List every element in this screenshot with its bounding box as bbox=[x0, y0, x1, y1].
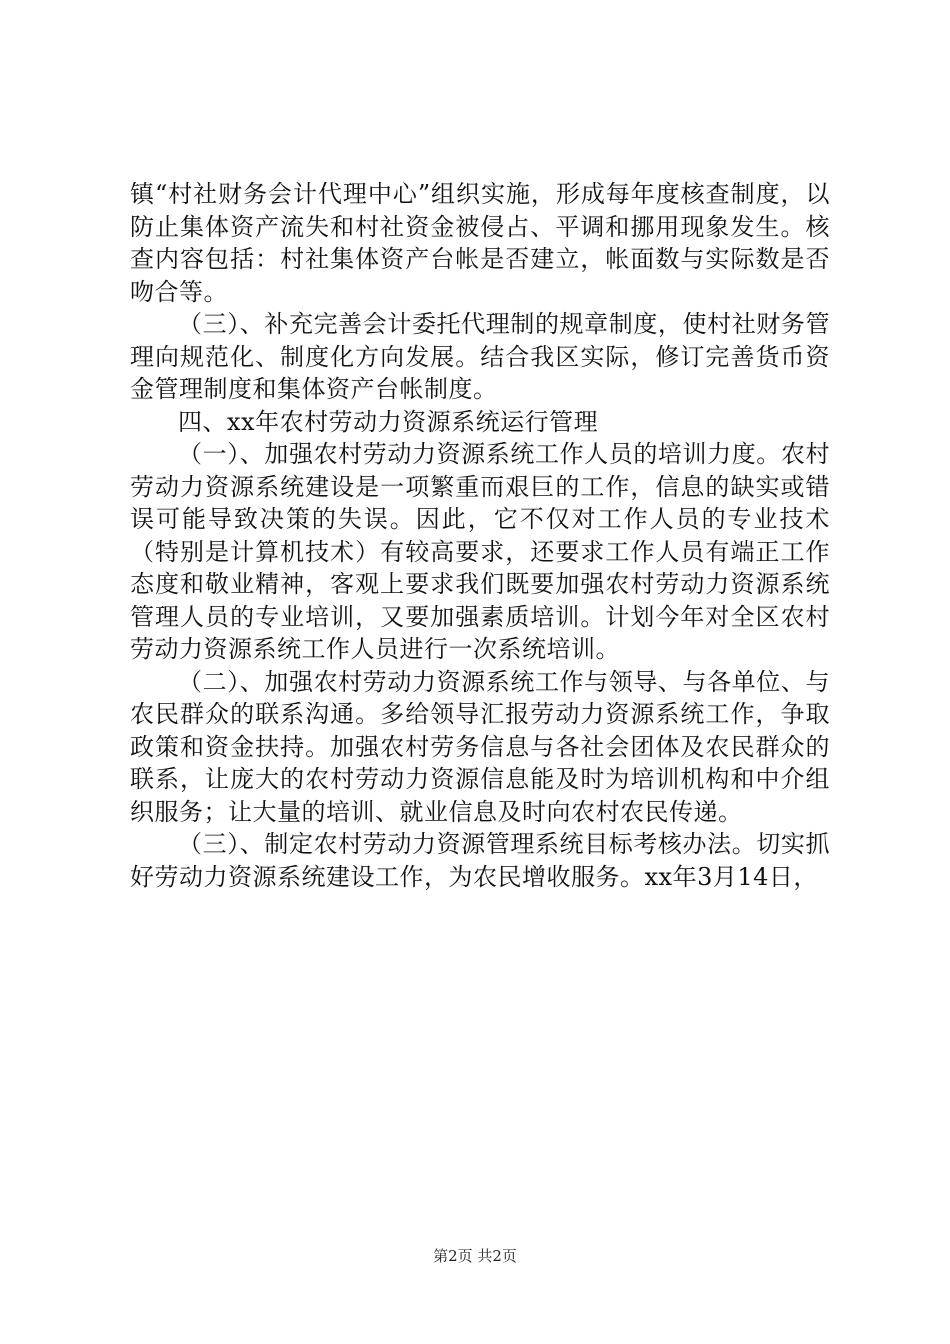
paragraph-4: （二）、加强农村劳动力资源系统工作与领导、与各单位、与农民群众的联系沟通。多给领导汇报劳动力资源系统工作，争取政策和资金扶持。加强农村劳务信息与各社会团体及农民群众的联系，让庞大的农村劳动力资源信息能及时为培训机构和中介组织服务；让大量的培训、就业信息及时向农村农民传递。 bbox=[130, 667, 830, 826]
page-number-footer: 第2页 共2页 bbox=[433, 1247, 517, 1265]
document-body bbox=[130, 178, 830, 893]
section-heading: 四、xx年农村劳动力资源系统运行管理 bbox=[178, 407, 599, 436]
paragraph-2: （三）、补充完善会计委托代理制的规章制度，使村社财务管理向规范化、制度化方向发展。结合我区实际，修订完善货币资金管理制度和集体资产台帐制度。 bbox=[130, 310, 830, 403]
paragraph-1: 镇“村社财务会计代理中心”组织实施，形成每年度核查制度，以防止集体资产流失和村社资金被侵占、平调和挪用现象发生。核查内容包括：村社集体资产台帐是否建立，帐面数与实际数是否吻合等。 bbox=[130, 180, 830, 306]
paragraph-3: （一）、加强农村劳动力资源系统工作人员的培训力度。农村劳动力资源系统建设是一项繁重而艰巨的工作，信息的缺实或错误可能导致决策的失误。因此，它不仅对工作人员的专业技术（特别是计算机技术）有较高要求，还要求工作人员有端正工作态度和敬业精神，客观上要求我们既要加强农村劳动力资源系统管理人员的专业培训，又要加强素质培训。计划今年对全区农村劳动力资源系统工作人员进行一次系统培训。 bbox=[130, 440, 830, 663]
paragraph-5: （三）、制定农村劳动力资源管理系统目标考核办法。切实抓好劳动力资源系统建设工作，为农民增收服务。xx年3月14日， bbox=[130, 830, 830, 891]
